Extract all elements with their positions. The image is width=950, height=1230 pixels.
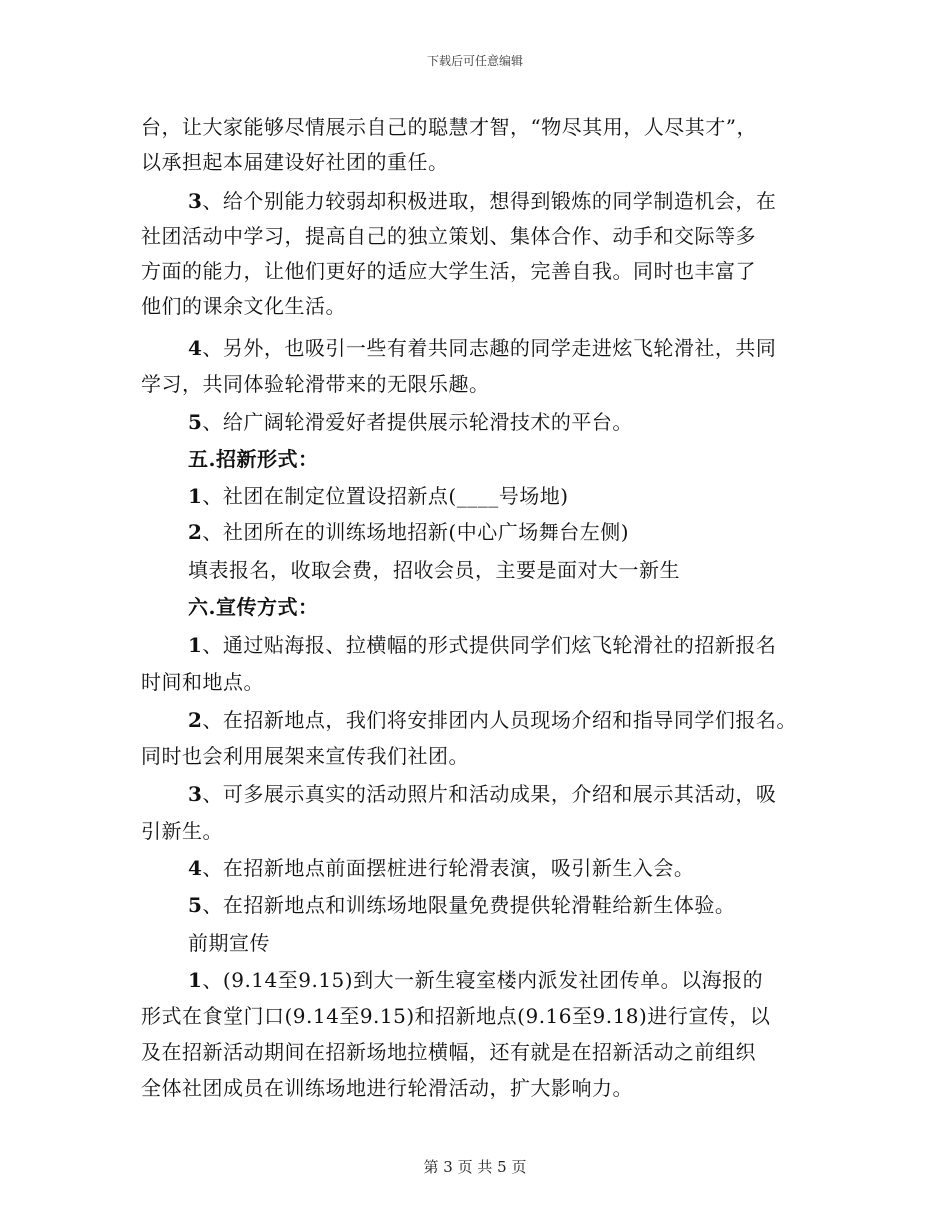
item-number: 2 <box>188 520 203 544</box>
text-line: 时间和地点。 <box>141 670 264 694</box>
text-line: 学习，共同体验轮滑带来的无限乐趣。 <box>141 372 490 396</box>
text-line: 、在招新地点和训练场地限量免费提供轮滑鞋给新生体验。 <box>202 893 736 917</box>
text-line: 、另外，也吸引一些有着共同志趣的同学走进炫飞轮滑社，共同 <box>202 336 777 360</box>
paragraph-4-line-1 <box>188 333 776 363</box>
promo-item-1 <box>188 630 776 660</box>
text-line: 全体社团成员在训练场地进行轮滑活动，扩大影响力。 <box>141 1076 633 1100</box>
recruit-item-2 <box>188 517 629 547</box>
promo-item-3 <box>188 779 776 809</box>
text-line: 、通过贴海报、拉横幅的形式提供同学们炫飞轮滑社的招新报名 <box>202 633 777 657</box>
text-line: 形式在食堂门口(9.14至9.15)和招新地点(9.16至9.18)进行宣传，以 <box>141 1004 771 1028</box>
promo-item-2 <box>188 705 797 735</box>
item-number: 3 <box>188 189 203 213</box>
text-line: 及在招新活动期间在招新场地拉横幅，还有就是在招新活动之前组织 <box>141 1040 756 1064</box>
item-number: 1 <box>188 633 203 657</box>
section-heading-5: 五.招新形式： <box>188 447 319 471</box>
item-number: 1 <box>188 484 203 508</box>
page-header: 下载后可任意编辑 <box>426 54 523 68</box>
text-line: 引新生。 <box>141 819 223 843</box>
promo-item-5 <box>188 890 735 920</box>
item-number: 5 <box>188 410 203 434</box>
item-number: 4 <box>188 856 203 880</box>
paragraph-3-line-1 <box>188 186 776 216</box>
text-line: 台，让大家能够尽情展示自己的聪慧才智，“物尽其用，人尽其才”， <box>141 115 757 139</box>
item-number: 4 <box>188 336 203 360</box>
text-line: 填表报名，收取会费，招收会员，主要是面对大一新生 <box>188 558 680 582</box>
promo-item-4 <box>188 853 694 883</box>
text-line: 、给个别能力较弱却积极进取，想得到锻炼的同学制造机会，在 <box>202 189 777 213</box>
item-number: 2 <box>188 708 203 732</box>
subheading-early-promo: 前期宣传 <box>188 931 270 955</box>
paragraph-5-line-1 <box>188 407 633 437</box>
text-line: 、社团在制定位置设招新点(____号场地) <box>202 484 569 508</box>
text-line: 同时也会利用展架来宣传我们社团。 <box>141 744 469 768</box>
text-line: 方面的能力，让他们更好的适应大学生活，完善自我。同时也丰富了 <box>141 259 756 283</box>
page-footer: 第 3 页 共 5 页 <box>423 1158 527 1176</box>
recruit-item-1 <box>188 481 569 511</box>
text-line: 他们的课余文化生活。 <box>141 294 346 318</box>
text-line: 、在招新地点，我们将安排团内人员现场介绍和指导同学们报名。 <box>202 708 797 732</box>
text-line: 社团活动中学习，提高自己的独立策划、集体合作、动手和交际等多 <box>141 224 756 248</box>
text-line: 、可多展示真实的活动照片和活动成果，介绍和展示其活动，吸 <box>202 782 777 806</box>
section-heading-6: 六.宣传方式： <box>188 595 319 619</box>
early-item-1 <box>188 965 763 995</box>
text-line: 、在招新地点前面摆桩进行轮滑表演，吸引新生入会。 <box>202 856 695 880</box>
text-line: 以承担起本届建设好社团的重任。 <box>141 150 449 174</box>
text-line: 、给广阔轮滑爱好者提供展示轮滑技术的平台。 <box>202 410 633 434</box>
text-line: 、(9.14至9.15)到大一新生寝室楼内派发社团传单。以海报的 <box>202 968 764 992</box>
item-number: 1 <box>188 968 203 992</box>
item-number: 5 <box>188 893 203 917</box>
text-line: 、社团所在的训练场地招新(中心广场舞台左侧) <box>202 520 630 544</box>
item-number: 3 <box>188 782 203 806</box>
